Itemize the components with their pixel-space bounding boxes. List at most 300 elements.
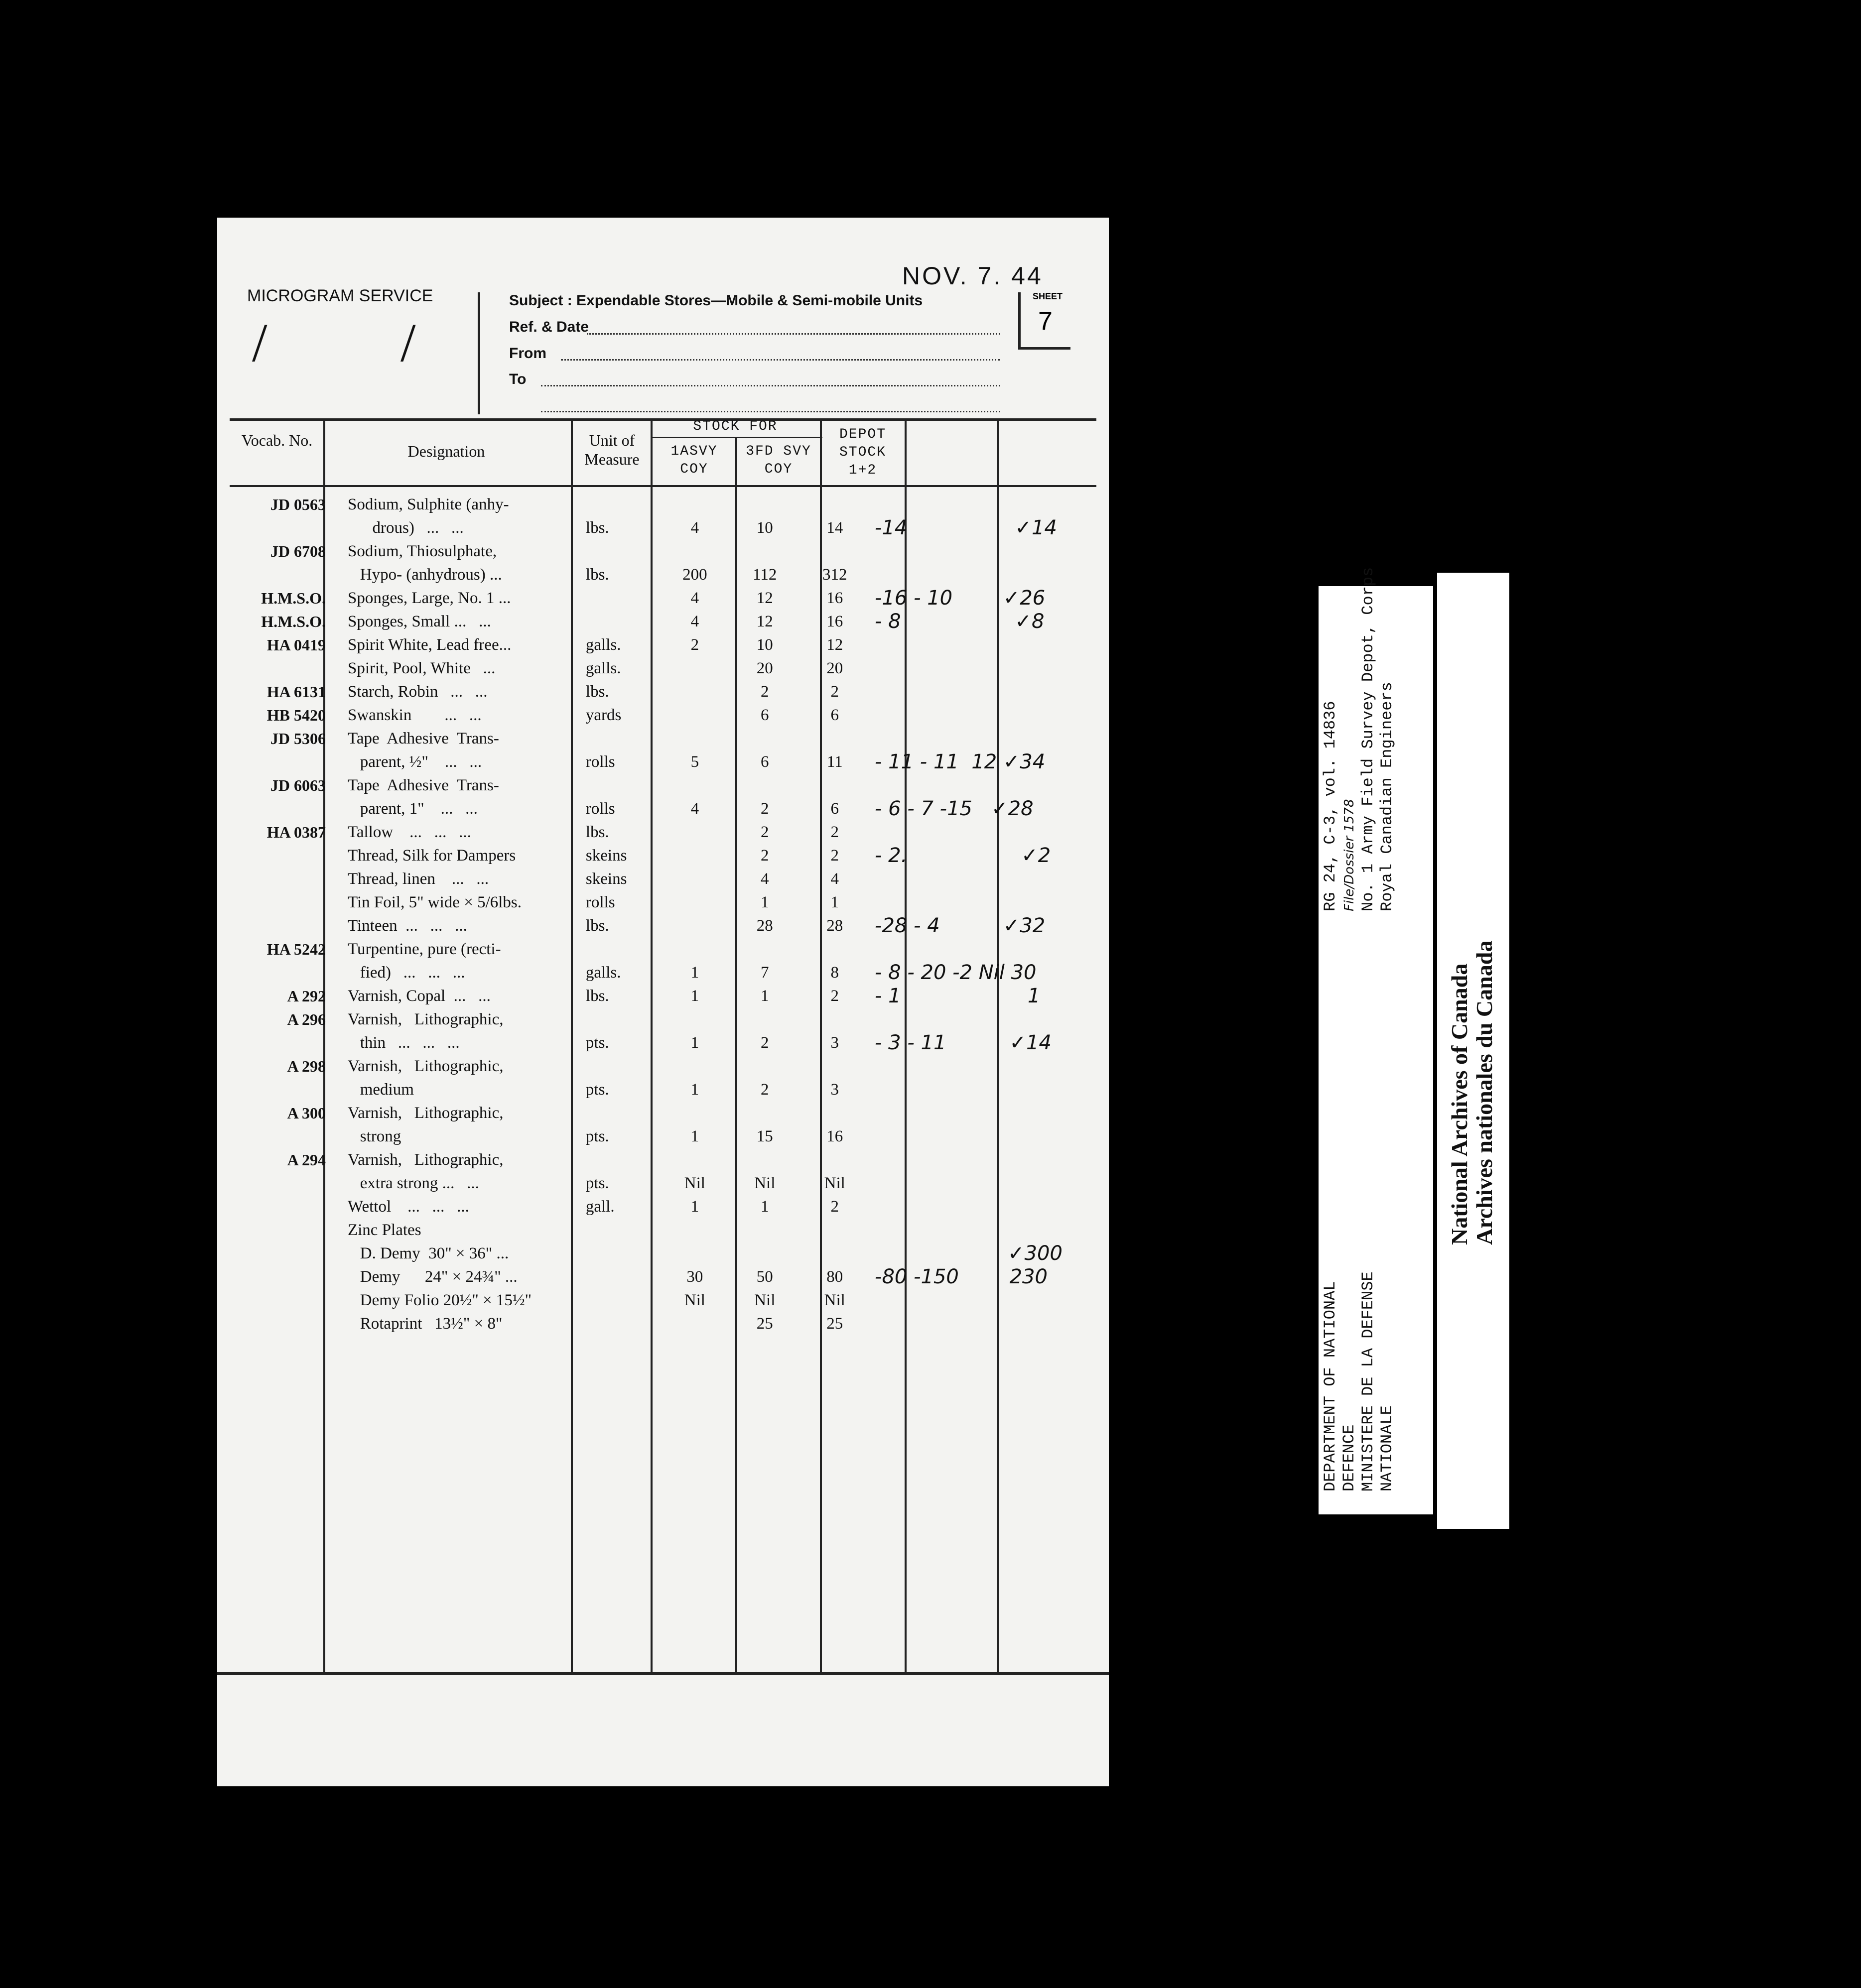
cell-hand: -28 - 4 ✓32 <box>875 914 1046 937</box>
cell-desig: Rotaprint 13½" × 8" <box>347 1315 503 1333</box>
table-bottom-rule <box>217 1672 1109 1675</box>
cell-desig: Spirit White, Lead free... <box>347 636 512 654</box>
cell-b <box>730 1242 799 1265</box>
cell-vocab: JD 6063 <box>270 776 326 794</box>
cell-b: 7 <box>761 964 769 982</box>
cell-unit <box>572 1219 660 1242</box>
cell-hand: ✓300 <box>875 1242 1063 1265</box>
cell-a <box>660 1312 730 1336</box>
table-row <box>227 821 1109 844</box>
table-row <box>227 1242 1109 1265</box>
cell-desig: Sponges, Small ... ... <box>347 613 491 630</box>
cell-desig: Starch, Robin ... ... <box>347 683 488 701</box>
cell-c: 2 <box>830 847 839 865</box>
cell-unit <box>572 1008 660 1031</box>
archives-name-fr: Archives nationales du Canada <box>1471 940 1497 1245</box>
cell-b <box>730 1219 799 1242</box>
cell-unit: yards <box>585 706 622 724</box>
cell-vocab <box>227 1125 339 1148</box>
cell-c <box>799 540 870 563</box>
cell-vocab <box>227 657 339 680</box>
cell-c: 11 <box>826 753 843 771</box>
cell-desig: Tinteen ... ... ... <box>347 917 467 935</box>
cell-vocab <box>227 1172 339 1195</box>
cell-hand <box>870 1125 1109 1148</box>
dept-line: DEFENCE <box>1340 1424 1358 1491</box>
cell-c <box>799 1055 870 1078</box>
table-row <box>227 1102 1109 1125</box>
cell-a: 1 <box>690 1081 699 1099</box>
col-head-asvy: 1ASVY COY <box>670 444 718 477</box>
cell-a: 1 <box>690 1034 699 1052</box>
cell-hand <box>870 540 1109 563</box>
cell-a: Nil <box>684 1291 705 1309</box>
cell-a: 1 <box>690 1127 699 1145</box>
cell-hand <box>870 1078 1109 1102</box>
cell-b <box>730 938 799 961</box>
cell-c: 1 <box>830 893 839 911</box>
cell-vocab: H.M.S.O. <box>261 613 326 630</box>
cell-c: 3 <box>830 1081 839 1099</box>
cell-hand <box>870 1102 1109 1125</box>
cell-a <box>660 1055 730 1078</box>
sheet-number: 7 <box>1038 307 1053 336</box>
cell-c: 80 <box>826 1268 843 1286</box>
cell-b: 10 <box>756 519 773 537</box>
cell-c: 312 <box>822 566 847 584</box>
cell-vocab <box>227 563 339 587</box>
cell-vocab <box>227 1195 339 1219</box>
ref-line: No. 1 Army Field Survey Depot, Corps <box>1359 567 1377 911</box>
table-row <box>227 914 1109 938</box>
cell-vocab <box>227 961 339 985</box>
cell-c <box>799 1148 870 1172</box>
cell-a <box>660 868 730 891</box>
cell-hand: - 8 - 20 -2 Nil 30 <box>875 961 1037 984</box>
cell-unit <box>572 540 660 563</box>
cell-b: 2 <box>761 683 769 701</box>
cell-unit: galls. <box>585 659 621 677</box>
cell-vocab: HB 5420 <box>266 706 326 724</box>
cell-desig: Varnish, Copal ... ... <box>347 987 491 1005</box>
cell-hand: - 8 ✓8 <box>875 610 1045 633</box>
cell-a <box>660 1219 730 1242</box>
table-row <box>227 797 1109 821</box>
table-row <box>227 633 1109 657</box>
cell-unit <box>572 1102 660 1125</box>
cell-c <box>799 1219 870 1242</box>
table-row <box>227 1078 1109 1102</box>
col-head-fdsvy: 3FD SVY COY <box>746 444 811 477</box>
table-row <box>227 961 1109 985</box>
cell-a <box>660 657 730 680</box>
cell-hand <box>870 633 1109 657</box>
cell-unit <box>572 493 660 516</box>
cell-vocab <box>227 1289 339 1312</box>
cell-desig: fied) ... ... ... <box>347 964 465 982</box>
to-field <box>541 385 1000 386</box>
cell-unit: pts. <box>585 1081 609 1099</box>
cell-hand <box>870 1219 1109 1242</box>
cell-desig: Tape Adhesive Trans- <box>347 776 499 794</box>
cell-unit <box>572 1242 660 1265</box>
cell-a <box>660 540 730 563</box>
cell-unit: skeins <box>585 870 627 888</box>
cell-vocab: H.M.S.O. <box>261 589 326 607</box>
reference-block <box>1321 567 1397 911</box>
cell-vocab <box>227 1312 339 1336</box>
table-row <box>227 516 1109 540</box>
cell-hand <box>870 493 1109 516</box>
cell-hand <box>870 727 1109 750</box>
cell-vocab <box>227 1031 339 1055</box>
cell-unit <box>572 1265 660 1289</box>
cell-desig: Varnish, Lithographic, <box>347 1151 504 1169</box>
department-block <box>1321 1271 1397 1491</box>
cell-unit: rolls <box>585 800 615 818</box>
cell-vocab: A 296 <box>287 1010 326 1028</box>
cell-unit: lbs. <box>585 823 609 841</box>
extra-field <box>541 411 1000 412</box>
cell-a: 4 <box>690 613 699 630</box>
cell-unit <box>572 1312 660 1336</box>
cell-c: 28 <box>826 917 843 935</box>
cell-vocab: A 298 <box>287 1057 326 1075</box>
cell-b <box>730 1148 799 1172</box>
cell-hand: -14 ✓14 <box>875 516 1057 539</box>
cell-b: 4 <box>761 870 769 888</box>
cell-desig: Varnish, Lithographic, <box>347 1057 504 1075</box>
cell-vocab <box>227 914 339 938</box>
cell-desig: thin ... ... ... <box>347 1034 460 1052</box>
cell-vocab: HA 0419 <box>266 636 326 654</box>
cell-a: 1 <box>690 1198 699 1216</box>
cell-unit: pts. <box>585 1034 609 1052</box>
cell-hand: - 11 - 11 12 ✓34 <box>875 750 1046 773</box>
handwritten-tally: / / <box>252 312 476 373</box>
cell-c: 8 <box>830 964 839 982</box>
cell-c <box>799 1242 870 1265</box>
col-head-unit: Unit of Measure <box>584 431 640 468</box>
cell-a <box>660 704 730 727</box>
cell-unit: pts. <box>585 1174 609 1192</box>
cell-b: 2 <box>761 1034 769 1052</box>
table-row <box>227 727 1109 750</box>
cell-hand <box>870 868 1109 891</box>
cell-vocab: A 300 <box>287 1104 326 1122</box>
cell-vocab: A 294 <box>287 1151 326 1169</box>
cell-desig: Varnish, Lithographic, <box>347 1010 504 1028</box>
table-row <box>227 540 1109 563</box>
cell-b: 2 <box>761 1081 769 1099</box>
table-row <box>227 493 1109 516</box>
cell-a: 4 <box>690 589 699 607</box>
cell-a <box>660 680 730 704</box>
cell-b: 2 <box>761 823 769 841</box>
table-row <box>227 774 1109 797</box>
cell-hand <box>870 1289 1109 1312</box>
cell-b: 28 <box>756 917 773 935</box>
cell-c: 3 <box>830 1034 839 1052</box>
cell-a <box>660 727 730 750</box>
cell-hand <box>870 774 1109 797</box>
cell-a: 2 <box>690 636 699 654</box>
cell-hand <box>870 891 1109 914</box>
cell-vocab <box>227 1219 339 1242</box>
cell-desig: Tallow ... ... ... <box>347 823 471 841</box>
stock-for-rule <box>651 437 822 438</box>
cell-a: 200 <box>682 566 707 584</box>
cell-b: 1 <box>761 1198 769 1216</box>
cell-hand <box>870 1172 1109 1195</box>
cell-b: 2 <box>761 847 769 865</box>
cell-unit: galls. <box>585 964 621 982</box>
cell-c <box>799 1008 870 1031</box>
dept-line: DEPARTMENT OF NATIONAL <box>1321 1281 1339 1491</box>
cell-c: 16 <box>826 613 843 630</box>
cell-hand: - 1 1 <box>875 985 1041 1007</box>
table-row <box>227 1148 1109 1172</box>
cell-desig: D. Demy 30" × 36" ... <box>347 1244 509 1262</box>
cell-vocab: A 292 <box>287 987 326 1005</box>
cell-b <box>730 727 799 750</box>
cell-c <box>799 493 870 516</box>
cell-c <box>799 938 870 961</box>
table-row <box>227 1312 1109 1336</box>
cell-unit <box>572 1148 660 1172</box>
cell-hand <box>870 821 1109 844</box>
cell-c: 6 <box>830 800 839 818</box>
cell-a: 4 <box>690 519 699 537</box>
cell-hand: - 2. ✓2 <box>875 844 1051 867</box>
table-row <box>227 1008 1109 1031</box>
cell-desig: Tape Adhesive Trans- <box>347 730 499 747</box>
cell-a: 1 <box>690 964 699 982</box>
table-row <box>227 891 1109 914</box>
ref-date-field <box>587 333 1000 335</box>
ref-line: RG 24, C-3, vol. 14836 <box>1321 701 1339 911</box>
ref-line: File/Dossier 1578 <box>1342 799 1357 911</box>
cell-hand <box>870 1195 1109 1219</box>
cell-unit: lbs. <box>585 519 609 537</box>
subject-line: Subject : Expendable Stores—Mobile & Semi-mobile Units <box>509 292 923 309</box>
cell-b: 1 <box>761 893 769 911</box>
cell-a <box>660 1148 730 1172</box>
cell-b <box>730 493 799 516</box>
cell-a <box>660 938 730 961</box>
table-row <box>227 868 1109 891</box>
cell-hand <box>870 657 1109 680</box>
table-row <box>227 1125 1109 1148</box>
cell-hand <box>870 563 1109 587</box>
cell-hand <box>870 1008 1109 1031</box>
cell-unit: lbs. <box>585 917 609 935</box>
cell-vocab: JD 6708 <box>270 542 326 560</box>
cell-desig: Thread, Silk for Dampers <box>347 847 516 865</box>
cell-vocab <box>227 891 339 914</box>
table-row <box>227 610 1109 633</box>
table-row <box>227 844 1109 868</box>
archives-name-en: National Archives of Canada <box>1447 963 1472 1245</box>
cell-c: 14 <box>826 519 843 537</box>
cell-c <box>799 1102 870 1125</box>
cell-vocab <box>227 868 339 891</box>
cell-desig: Swanskin ... ... <box>347 706 482 724</box>
cell-b: 6 <box>761 706 769 724</box>
cell-b: 12 <box>756 613 773 630</box>
cell-b: 1 <box>761 987 769 1005</box>
col-head-depot: DEPOT STOCK 1+2 <box>839 427 886 478</box>
cell-a <box>660 774 730 797</box>
from-label: From <box>509 345 546 362</box>
cell-unit: rolls <box>585 893 615 911</box>
table-row <box>227 563 1109 587</box>
dept-line: MINISTERE DE LA DEFENSE <box>1359 1271 1377 1491</box>
cell-unit <box>572 938 660 961</box>
cell-hand <box>870 1055 1109 1078</box>
cell-unit: lbs. <box>585 683 609 701</box>
cell-vocab <box>227 844 339 868</box>
cell-vocab: JD 5306 <box>270 730 326 747</box>
cell-b: 50 <box>756 1268 773 1286</box>
cell-b <box>730 1008 799 1031</box>
cell-b: Nil <box>754 1291 776 1309</box>
cell-hand <box>870 1312 1109 1336</box>
col-head-vocab: Vocab. No. <box>241 431 313 449</box>
cell-vocab <box>227 1078 339 1102</box>
cell-c: 12 <box>826 636 843 654</box>
table-row <box>227 1195 1109 1219</box>
table-row <box>227 985 1109 1008</box>
cell-desig: Thread, linen ... ... <box>347 870 489 888</box>
cell-b: 25 <box>756 1315 773 1333</box>
cell-b <box>730 1102 799 1125</box>
cell-desig: drous) ... ... <box>347 519 464 537</box>
cell-a <box>660 1242 730 1265</box>
cell-hand: - 6 - 7 -15 ✓28 <box>875 797 1034 820</box>
cell-unit <box>572 727 660 750</box>
cell-c: Nil <box>824 1174 845 1192</box>
table-row <box>227 704 1109 727</box>
table-row <box>227 657 1109 680</box>
table-row <box>227 1055 1109 1078</box>
cell-a: 30 <box>686 1268 703 1286</box>
table-row <box>227 1219 1109 1242</box>
cell-vocab: JD 0563 <box>270 496 326 513</box>
cell-a <box>660 493 730 516</box>
cell-unit: rolls <box>585 753 615 771</box>
cell-a: 4 <box>690 800 699 818</box>
cell-hand: -16 - 10 ✓26 <box>875 587 1046 610</box>
cell-unit <box>572 1289 660 1312</box>
cell-b: Nil <box>754 1174 776 1192</box>
cell-b <box>730 774 799 797</box>
cell-unit <box>572 774 660 797</box>
cell-c: 2 <box>830 823 839 841</box>
cell-vocab: HA 5242 <box>266 940 326 958</box>
cell-desig: Spirit, Pool, White ... <box>347 659 496 677</box>
table-row <box>227 1265 1109 1289</box>
cell-vocab <box>227 516 339 540</box>
header-divider <box>478 292 480 414</box>
cell-desig: Hypo- (anhydrous) ... <box>347 566 502 584</box>
cell-b <box>730 540 799 563</box>
cell-hand: - 3 - 11 ✓14 <box>875 1031 1052 1054</box>
cell-unit: galls. <box>585 636 621 654</box>
cell-c: 6 <box>830 706 839 724</box>
cell-hand <box>870 1148 1109 1172</box>
ref-date-label: Ref. & Date <box>509 319 589 335</box>
table-row <box>227 1172 1109 1195</box>
cell-a <box>660 914 730 938</box>
cell-b: 20 <box>756 659 773 677</box>
cell-a <box>660 891 730 914</box>
cell-a <box>660 1008 730 1031</box>
cell-b: 15 <box>756 1127 773 1145</box>
date-stamp: NOV. 7. 44 <box>902 262 1043 290</box>
dept-line: NATIONALE <box>1378 1405 1396 1491</box>
cell-a <box>660 844 730 868</box>
cell-desig: Sodium, Sulphite (anhy- <box>347 496 509 513</box>
table-row <box>227 587 1109 610</box>
cell-a: 5 <box>690 753 699 771</box>
cell-vocab <box>227 1242 339 1265</box>
cell-a <box>660 1102 730 1125</box>
cell-b: 12 <box>756 589 773 607</box>
table-row <box>227 1289 1109 1312</box>
table-row <box>227 1031 1109 1055</box>
cell-c: 2 <box>830 683 839 701</box>
document-sheet <box>217 218 1109 1786</box>
cell-desig: Sodium, Thiosulphate, <box>347 542 497 560</box>
table-row <box>227 938 1109 961</box>
cell-desig: Sponges, Large, No. 1 ... <box>347 589 511 607</box>
cell-desig: medium <box>347 1081 414 1099</box>
cell-vocab: HA 6131 <box>266 683 326 701</box>
cell-c: 16 <box>826 589 843 607</box>
cell-c: 4 <box>830 870 839 888</box>
cell-b: 6 <box>761 753 769 771</box>
cell-desig: parent, ½" ... ... <box>347 753 482 771</box>
cell-c: Nil <box>824 1291 845 1309</box>
cell-c <box>799 727 870 750</box>
table-header-rule <box>230 485 1096 487</box>
cell-unit: gall. <box>585 1198 615 1216</box>
cell-b: 112 <box>753 566 777 584</box>
cell-vocab <box>227 797 339 821</box>
cell-desig: Demy 24" × 24¾" ... <box>347 1268 518 1286</box>
sheet-label: SHEET <box>1033 291 1063 301</box>
cell-b: 10 <box>756 636 773 654</box>
cell-b <box>730 1055 799 1078</box>
cell-desig: parent, 1" ... ... <box>347 800 478 818</box>
from-field <box>561 359 1000 361</box>
cell-unit: lbs. <box>585 566 609 584</box>
cell-vocab <box>227 1265 339 1289</box>
cell-c: 25 <box>826 1315 843 1333</box>
cell-hand: -80 -150 230 <box>875 1265 1048 1288</box>
cell-c: 16 <box>826 1127 843 1145</box>
cell-hand <box>870 680 1109 704</box>
cell-desig: strong <box>347 1127 401 1145</box>
cell-desig: Wettol ... ... ... <box>347 1198 469 1216</box>
ref-line: Royal Canadian Engineers <box>1378 682 1396 911</box>
cell-a: 1 <box>690 987 699 1005</box>
cell-unit <box>572 610 660 633</box>
cell-a: Nil <box>684 1174 705 1192</box>
cell-unit: pts. <box>585 1127 609 1145</box>
cell-a <box>660 821 730 844</box>
